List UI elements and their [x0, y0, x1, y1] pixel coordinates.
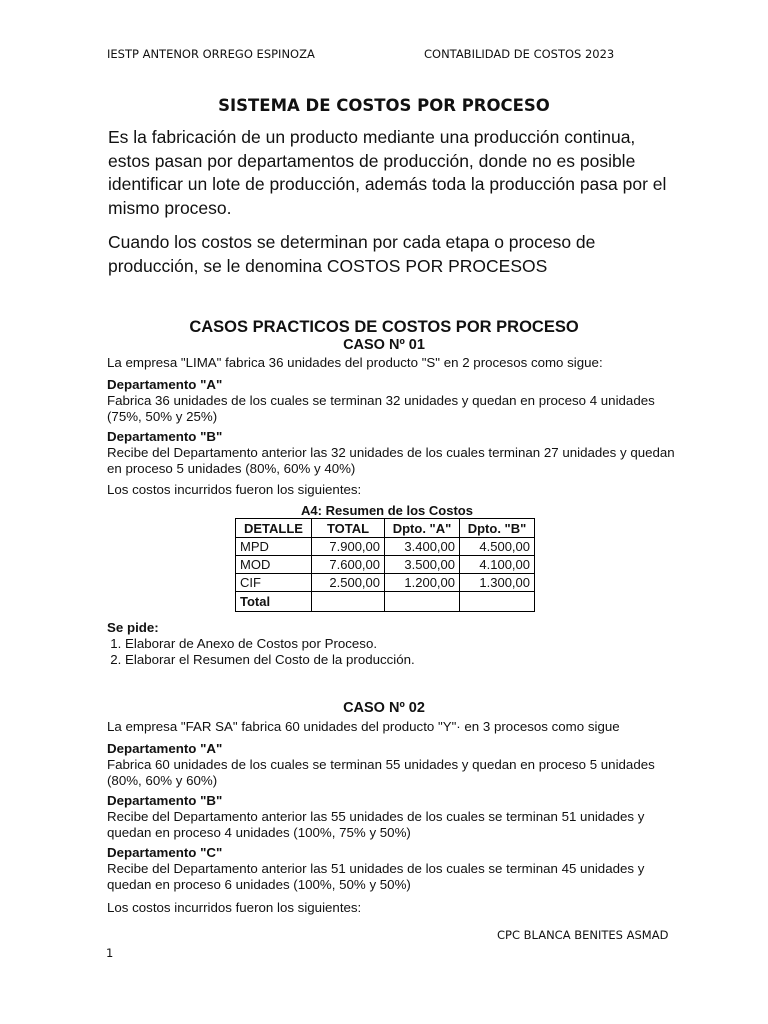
table-header-cell: Dpto. "A"	[385, 519, 460, 538]
list-item: 2. Elaborar el Resumen del Costo de la producción.	[125, 652, 677, 668]
table-cell: 4.100,00	[460, 556, 535, 574]
case2-dept-c	[107, 845, 677, 893]
table-cell: 4.500,00	[460, 538, 535, 556]
case2-dept-b-label: Departamento "B"	[107, 793, 223, 808]
case1-dept-b-text: Recibe del Departamento anterior las 32 unidades de los cuales terminan 27 unidades y quedan en proceso 5 unidades (80%, 60% y 40%)	[107, 445, 675, 476]
table-cell: 2.500,00	[312, 574, 385, 592]
table-cell: 7.900,00	[312, 538, 385, 556]
table-total-label: Total	[236, 592, 312, 612]
table-header-cell: Dpto. "B"	[460, 519, 535, 538]
case1-title: CASO Nº 01	[343, 337, 425, 353]
table-total-row	[236, 592, 535, 612]
case1-asks	[107, 620, 677, 668]
costs-table-caption: A4: Resumen de los Costos	[301, 503, 473, 518]
header-institution: IESTP ANTENOR ORREGO ESPINOZA	[107, 47, 315, 61]
page-number: 1	[106, 946, 114, 960]
table-cell	[385, 592, 460, 612]
case2-dept-b	[107, 793, 677, 841]
table-cell: MOD	[236, 556, 312, 574]
table-cell: 1.300,00	[460, 574, 535, 592]
case1-dept-b-label: Departamento "B"	[107, 429, 223, 444]
section-title: CASOS PRACTICOS DE COSTOS POR PROCESO	[189, 318, 579, 336]
case1-asks-list	[107, 636, 677, 668]
intro-paragraph-1: Es la fabricación de un producto mediante una producción continua, estos pasan por departamentos de producción, donde no es posible identificar un lote de producción, además toda la producción pasa por el mismo proceso.	[108, 127, 667, 218]
table-row	[236, 574, 535, 592]
case1-costs-lead: Los costos incurridos fueron los siguientes:	[107, 482, 362, 497]
case1-dept-b	[107, 429, 677, 477]
case2-lead: La empresa "FAR SA" fabrica 60 unidades del producto "Y"· en 3 procesos como sigue	[107, 719, 620, 734]
intro-paragraph-2: Cuando los costos se determinan por cada etapa o proceso de producción, se le denomina COSTOS POR PROCESOS	[108, 232, 596, 276]
header-course: CONTABILIDAD DE COSTOS 2023	[424, 47, 615, 61]
case2-dept-a-label: Departamento "A"	[107, 741, 223, 756]
table-row	[236, 538, 535, 556]
table-cell: 7.600,00	[312, 556, 385, 574]
case2-dept-c-label: Departamento "C"	[107, 845, 223, 860]
costs-table	[235, 518, 535, 612]
table-cell	[460, 592, 535, 612]
case2-dept-c-text: Recibe del Departamento anterior las 51 unidades de los cuales se terminan 45 unidades y quedan en proceso 6 unidades (100%, 50% y 50%)	[107, 861, 645, 892]
case2-dept-a	[107, 741, 677, 789]
table-cell: 1.200,00	[385, 574, 460, 592]
case1-lead: La empresa "LIMA" fabrica 36 unidades del producto "S" en 2 procesos como sigue:	[107, 355, 603, 370]
table-cell: CIF	[236, 574, 312, 592]
case1-asks-label: Se pide:	[107, 620, 159, 635]
table-header-cell: TOTAL	[312, 519, 385, 538]
table-header-cell: DETALLE	[236, 519, 312, 538]
table-cell: MPD	[236, 538, 312, 556]
table-row	[236, 556, 535, 574]
case1-dept-a	[107, 377, 677, 425]
case2-dept-b-text: Recibe del Departamento anterior las 55 unidades de los cuales se terminan 51 unidades y quedan en proceso 4 unidades (100%, 75% y 50%)	[107, 809, 645, 840]
list-item: 1. Elaborar de Anexo de Costos por Proceso.	[125, 636, 677, 652]
case2-costs-lead: Los costos incurridos fueron los siguientes:	[107, 900, 362, 915]
case2-title: CASO Nº 02	[343, 700, 425, 716]
case2-dept-a-text: Fabrica 60 unidades de los cuales se terminan 55 unidades y quedan en proceso 5 unidades (80%, 60% y 60%)	[107, 757, 655, 788]
page-title: SISTEMA DE COSTOS POR PROCESO	[218, 96, 550, 115]
table-cell: 3.500,00	[385, 556, 460, 574]
table-cell	[312, 592, 385, 612]
table-cell: 3.400,00	[385, 538, 460, 556]
table-header-row	[236, 519, 535, 538]
case1-dept-a-label: Departamento "A"	[107, 377, 223, 392]
footer-author: CPC BLANCA BENITES ASMAD	[497, 928, 669, 942]
case1-dept-a-text: Fabrica 36 unidades de los cuales se terminan 32 unidades y quedan en proceso 4 unidades (75%, 50% y 25%)	[107, 393, 655, 424]
